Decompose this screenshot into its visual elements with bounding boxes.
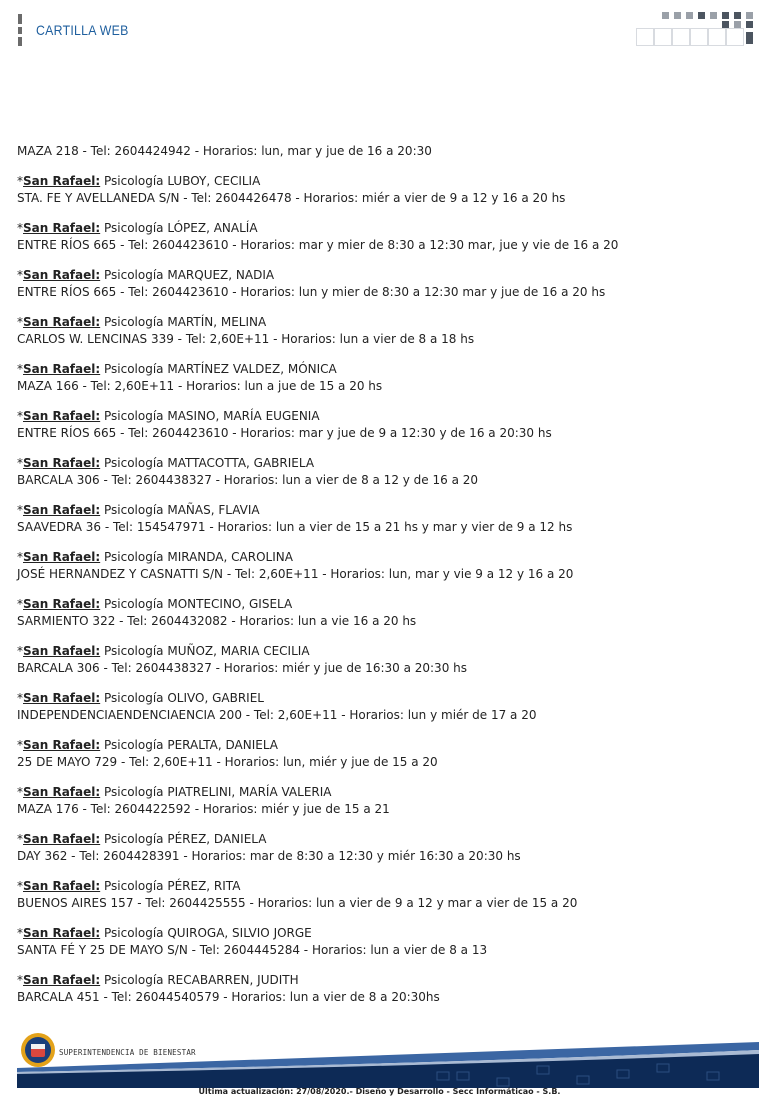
entry-name: Psicología MAÑAS, FLAVIA	[104, 503, 260, 517]
entry-name: Psicología LÓPEZ, ANALÍA	[104, 221, 258, 235]
bullet-star: *	[17, 456, 23, 470]
entry-name: Psicología RECABARREN, JUDITH	[104, 973, 299, 987]
entry-name: Psicología PIATRELINI, MARÍA VALERIA	[104, 785, 332, 799]
entry-detail: SAAVEDRA 36 - Tel: 154547971 - Horarios: lun a vier de 15 a 21 hs y mar y vier de 9 a 12 hs	[17, 520, 573, 534]
entry-heading	[17, 220, 747, 237]
entry-heading	[17, 361, 747, 378]
entry-name: Psicología MARTÍN, MELINA	[104, 315, 267, 329]
list-item	[17, 878, 747, 912]
entry-name: Psicología MUÑOZ, MARIA CECILIA	[104, 644, 310, 658]
entry-heading	[17, 549, 747, 566]
list-item	[17, 549, 747, 583]
list-item	[17, 643, 747, 677]
list-item	[17, 972, 747, 1006]
entry-city: San Rafael:	[23, 832, 101, 846]
footer-banner	[17, 1028, 759, 1088]
bullet-star: *	[17, 879, 23, 893]
bullet-star: *	[17, 785, 23, 799]
entry-city: San Rafael:	[23, 221, 101, 235]
entry-detail: ENTRE RÍOS 665 - Tel: 2604423610 - Horarios: mar y mier de 8:30 a 12:30 mar, jue y vie de 16 a 20	[17, 238, 619, 252]
entry-detail: MAZA 166 - Tel: 2,60E+11 - Horarios: lun a jue de 15 a 20 hs	[17, 379, 383, 393]
bullet-star: *	[17, 315, 23, 329]
entry-heading	[17, 784, 747, 801]
entry-detail: BUENOS AIRES 157 - Tel: 2604425555 - Horarios: lun a vier de 9 a 12 y mar a vier de 15 a 20	[17, 896, 578, 910]
entry-detail: 25 DE MAYO 729 - Tel: 2,60E+11 - Horarios: lun, miér y jue de 15 a 20	[17, 755, 438, 769]
entry-heading	[17, 643, 747, 660]
entry-name: Psicología MARQUEZ, NADIA	[104, 268, 275, 282]
header-accent-bar	[18, 14, 22, 46]
entry-city: San Rafael:	[23, 926, 101, 940]
entry-name: Psicología MASINO, MARÍA EUGENIA	[104, 409, 320, 423]
entry-heading	[17, 173, 747, 190]
entry-city: San Rafael:	[23, 738, 101, 752]
entry-heading	[17, 831, 747, 848]
entry-heading	[17, 267, 747, 284]
entry-name: Psicología QUIROGA, SILVIO JORGE	[104, 926, 312, 940]
list-item	[17, 143, 747, 160]
entry-name: Psicología PÉREZ, RITA	[104, 879, 241, 893]
footer-wave-graphic	[17, 1028, 759, 1088]
entry-city: San Rafael:	[23, 315, 101, 329]
list-item	[17, 502, 747, 536]
entry-city: San Rafael:	[23, 503, 101, 517]
entry-detail: INDEPENDENCIAENDENCIAENCIA 200 - Tel: 2,60E+11 - Horarios: lun y miér de 17 a 20	[17, 708, 537, 722]
bullet-star: *	[17, 362, 23, 376]
entry-city: San Rafael:	[23, 691, 101, 705]
entry-heading	[17, 314, 747, 331]
entry-detail: DAY 362 - Tel: 2604428391 - Horarios: mar de 8:30 a 12:30 y miér 16:30 a 20:30 hs	[17, 849, 521, 863]
entry-city: San Rafael:	[23, 456, 101, 470]
entry-detail: JOSÉ HERNANDEZ Y CASNATTI S/N - Tel: 2,60E+11 - Horarios: lun, mar y vie 9 a 12 y 16 a 20	[17, 567, 574, 581]
bullet-star: *	[17, 221, 23, 235]
list-item	[17, 408, 747, 442]
last-updated-text: Última actualización: 27/08/2020.- Diseño y Desarrollo - Secc Informáticao - S.B.	[198, 1087, 561, 1096]
entry-heading	[17, 502, 747, 519]
list-item	[17, 690, 747, 724]
bullet-star: *	[17, 644, 23, 658]
entry-name: Psicología LUBOY, CECILIA	[104, 174, 261, 188]
entry-heading	[17, 596, 747, 613]
page-title: CARTILLA WEB	[36, 22, 129, 38]
entry-city: San Rafael:	[23, 550, 101, 564]
entry-detail: MAZA 176 - Tel: 2604422592 - Horarios: miér y jue de 15 a 21	[17, 802, 390, 816]
list-item	[17, 737, 747, 771]
bullet-star: *	[17, 409, 23, 423]
entry-city: San Rafael:	[23, 268, 101, 282]
list-item	[17, 361, 747, 395]
entry-city: San Rafael:	[23, 973, 101, 987]
entry-detail: SARMIENTO 322 - Tel: 2604432082 - Horarios: lun a vie 16 a 20 hs	[17, 614, 417, 628]
entry-name: Psicología OLIVO, GABRIEL	[104, 691, 264, 705]
organization-seal-icon	[20, 1032, 56, 1068]
entry-city: San Rafael:	[23, 785, 101, 799]
bullet-star: *	[17, 550, 23, 564]
list-item	[17, 925, 747, 959]
list-item	[17, 784, 747, 818]
entry-city: San Rafael:	[23, 362, 101, 376]
bullet-star: *	[17, 973, 23, 987]
entry-name: Psicología PERALTA, DANIELA	[104, 738, 278, 752]
entry-name: Psicología MONTECINO, GISELA	[104, 597, 293, 611]
bullet-star: *	[17, 691, 23, 705]
entry-detail: ENTRE RÍOS 665 - Tel: 2604423610 - Horarios: lun y mier de 8:30 a 12:30 mar y jue de 16 a 20 hs	[17, 285, 606, 299]
list-item	[17, 220, 747, 254]
bullet-star: *	[17, 597, 23, 611]
footer-organization: SUPERINTENDENCIA DE BIENESTAR	[59, 1048, 196, 1057]
entry-detail: MAZA 218 - Tel: 2604424942 - Horarios: lun, mar y jue de 16 a 20:30	[17, 144, 432, 158]
list-item	[17, 455, 747, 489]
list-item	[17, 173, 747, 207]
entry-heading	[17, 408, 747, 425]
bullet-star: *	[17, 503, 23, 517]
entry-name: Psicología MATTACOTTA, GABRIELA	[104, 456, 315, 470]
entry-detail: BARCALA 451 - Tel: 26044540579 - Horarios: lun a vier de 8 a 20:30hs	[17, 990, 440, 1004]
entry-city: San Rafael:	[23, 644, 101, 658]
entry-heading	[17, 925, 747, 942]
entry-heading	[17, 737, 747, 754]
entry-name: Psicología PÉREZ, DANIELA	[104, 832, 267, 846]
entry-heading	[17, 972, 747, 989]
entry-detail: CARLOS W. LENCINAS 339 - Tel: 2,60E+11 - Horarios: lun a vier de 8 a 18 hs	[17, 332, 475, 346]
entry-detail: BARCALA 306 - Tel: 2604438327 - Horarios: lun a vier de 8 a 12 y de 16 a 20	[17, 473, 479, 487]
bullet-star: *	[17, 738, 23, 752]
entry-detail: BARCALA 306 - Tel: 2604438327 - Horarios: miér y jue de 16:30 a 20:30 hs	[17, 661, 467, 675]
entry-heading	[17, 690, 747, 707]
entry-name: Psicología MIRANDA, CAROLINA	[104, 550, 293, 564]
entry-detail: STA. FE Y AVELLANEDA S/N - Tel: 2604426478 - Horarios: miér a vier de 9 a 12 y 16 a 20 hs	[17, 191, 566, 205]
entry-city: San Rafael:	[23, 174, 101, 188]
entry-heading	[17, 878, 747, 895]
list-item	[17, 267, 747, 301]
bullet-star: *	[17, 268, 23, 282]
entry-heading	[17, 455, 747, 472]
list-item	[17, 831, 747, 865]
entry-detail: SANTA FÉ Y 25 DE MAYO S/N - Tel: 2604445284 - Horarios: lun a vier de 8 a 13	[17, 943, 488, 957]
bullet-star: *	[17, 926, 23, 940]
entry-city: San Rafael:	[23, 409, 101, 423]
entry-detail: ENTRE RÍOS 665 - Tel: 2604423610 - Horarios: mar y jue de 9 a 12:30 y de 16 a 20:30 hs	[17, 426, 552, 440]
entry-city: San Rafael:	[23, 879, 101, 893]
header-pattern-decoration	[634, 10, 759, 50]
bullet-star: *	[17, 174, 23, 188]
entry-name: Psicología MARTÍNEZ VALDEZ, MÓNICA	[104, 362, 337, 376]
provider-list	[17, 143, 747, 1019]
bullet-star: *	[17, 832, 23, 846]
list-item	[17, 314, 747, 348]
list-item	[17, 596, 747, 630]
entry-city: San Rafael:	[23, 597, 101, 611]
